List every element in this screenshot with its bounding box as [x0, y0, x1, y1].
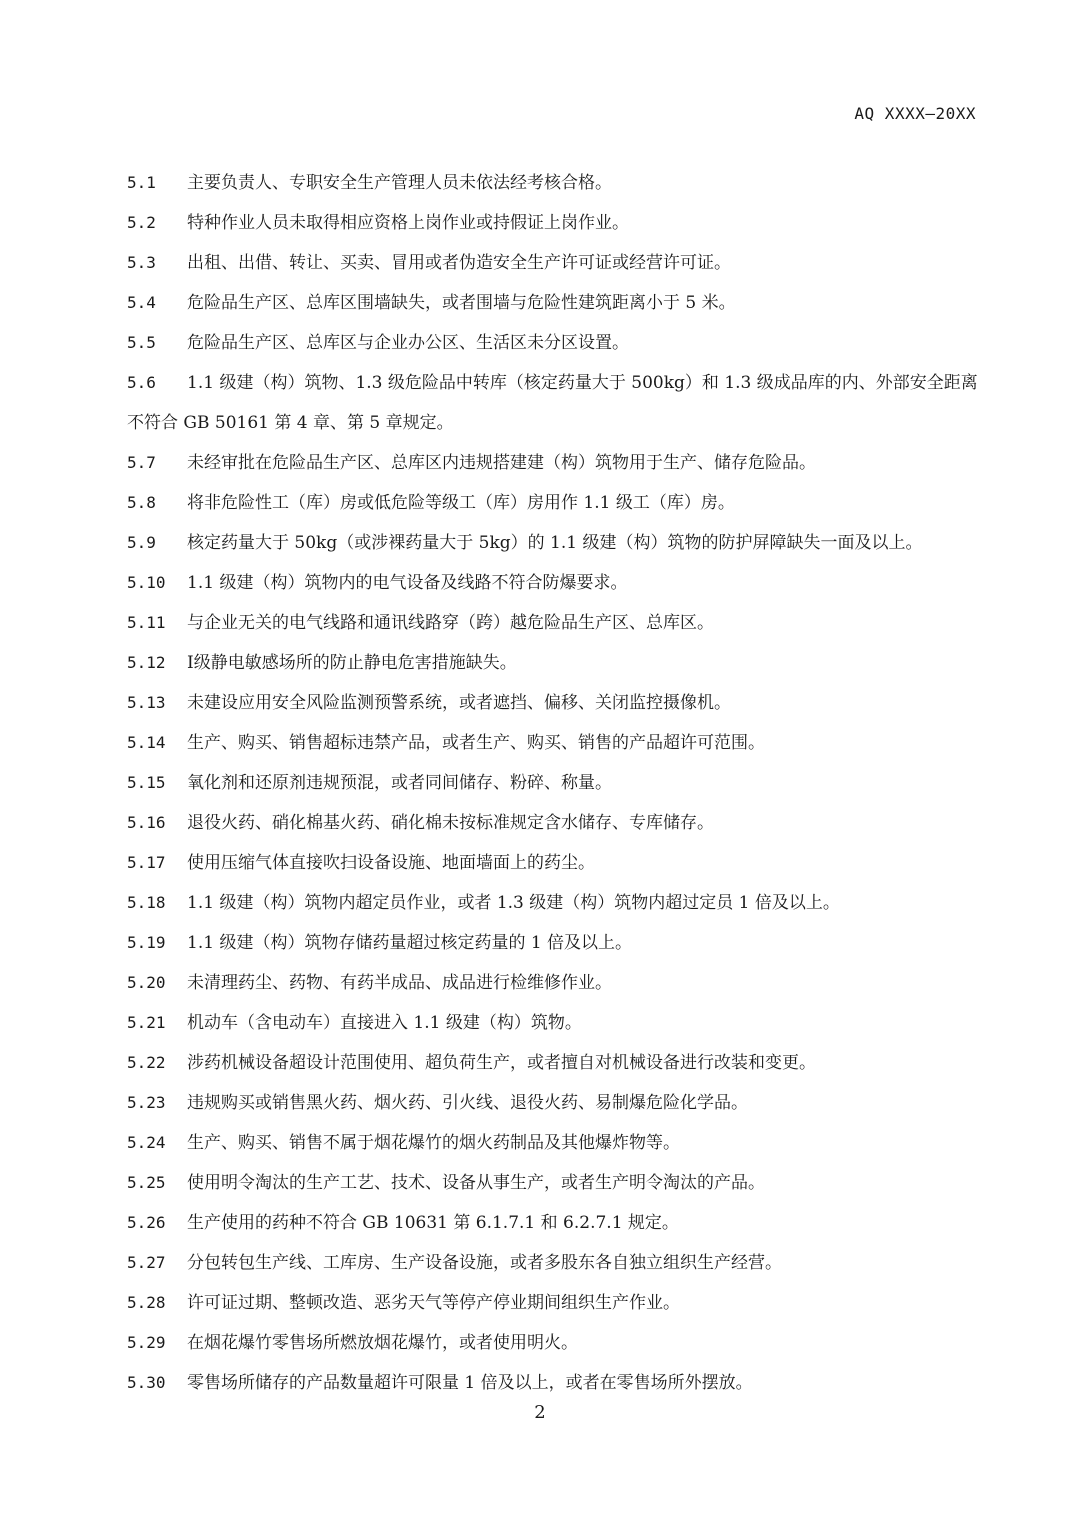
clause-item	[127, 643, 982, 683]
clause-text: 核定药量大于 50kg（或涉裸药量大于 5kg）的 1.1 级建（构）筑物的防护屏障缺失一面及以上。	[187, 533, 923, 553]
clause-item	[127, 523, 982, 563]
clause-text: 1.1 级建（构）筑物内的电气设备及线路不符合防爆要求。	[187, 573, 628, 593]
clause-text: 退役火药、硝化棉基火药、硝化棉未按标准规定含水储存、专库储存。	[187, 813, 714, 833]
clause-text: 氧化剂和还原剂违规预混，或者同间储存、粉碎、称量。	[187, 773, 612, 793]
clause-number: 5.5	[127, 333, 156, 352]
clause-item	[127, 723, 982, 763]
clause-item	[127, 203, 982, 243]
clause-number: 5.27	[127, 1253, 166, 1272]
clause-number: 5.1	[127, 173, 156, 192]
clause-number: 5.25	[127, 1173, 166, 1192]
clause-item	[127, 1163, 982, 1203]
clause-item	[127, 243, 982, 283]
clause-number: 5.21	[127, 1013, 166, 1032]
clause-text: 使用明令淘汰的生产工艺、技术、设备从事生产，或者生产明令淘汰的产品。	[187, 1173, 765, 1193]
clause-item	[127, 1323, 982, 1363]
clause-item	[127, 963, 982, 1003]
clause-text: 违规购买或销售黑火药、烟火药、引火线、退役火药、易制爆危险化学品。	[187, 1093, 748, 1113]
clause-number: 5.23	[127, 1093, 166, 1112]
clause-text: 使用压缩气体直接吹扫设备设施、地面墙面上的药尘。	[187, 853, 595, 873]
clause-number: 5.24	[127, 1133, 166, 1152]
clause-text: 机动车（含电动车）直接进入 1.1 级建（构）筑物。	[187, 1013, 582, 1033]
clause-number: 5.10	[127, 573, 166, 592]
clause-item	[127, 163, 982, 203]
clause-number: 5.8	[127, 493, 156, 512]
clause-item	[127, 483, 982, 523]
clause-item	[127, 283, 982, 323]
clause-text: 1.1 级建（构）筑物内超定员作业，或者 1.3 级建（构）筑物内超过定员 1 倍及以上。	[187, 893, 840, 913]
standard-code: AQ XXXX—20XX	[854, 104, 976, 123]
clause-text: 许可证过期、整顿改造、恶劣天气等停产停业期间组织生产作业。	[187, 1293, 680, 1313]
clause-number: 5.20	[127, 973, 166, 992]
clause-number: 5.6	[127, 373, 156, 392]
clause-number: 5.30	[127, 1373, 166, 1392]
clause-item	[127, 1363, 982, 1403]
clause-number: 5.22	[127, 1053, 166, 1072]
clause-text: 生产、购买、销售超标违禁产品，或者生产、购买、销售的产品超许可范围。	[187, 733, 765, 753]
clause-item	[127, 363, 982, 443]
clause-text: 与企业无关的电气线路和通讯线路穿（跨）越危险品生产区、总库区。	[187, 613, 714, 633]
clause-number: 5.15	[127, 773, 166, 792]
clause-number: 5.12	[127, 653, 166, 672]
clause-item	[127, 1003, 982, 1043]
clause-list	[127, 163, 982, 1403]
clause-item	[127, 443, 982, 483]
clause-number: 5.9	[127, 533, 156, 552]
clause-text: 主要负责人、专职安全生产管理人员未依法经考核合格。	[187, 173, 612, 193]
clause-item	[127, 763, 982, 803]
clause-item	[127, 1243, 982, 1283]
clause-number: 5.28	[127, 1293, 166, 1312]
clause-item	[127, 1123, 982, 1163]
clause-item	[127, 323, 982, 363]
clause-item	[127, 843, 982, 883]
clause-text: 涉药机械设备超设计范围使用、超负荷生产，或者擅自对机械设备进行改装和变更。	[187, 1053, 816, 1073]
clause-number: 5.7	[127, 453, 156, 472]
clause-item	[127, 563, 982, 603]
clause-number: 5.17	[127, 853, 166, 872]
clause-number: 5.16	[127, 813, 166, 832]
clause-text: 未经审批在危险品生产区、总库区内违规搭建建（构）筑物用于生产、储存危险品。	[187, 453, 816, 473]
clause-text: 出租、出借、转让、买卖、冒用或者伪造安全生产许可证或经营许可证。	[187, 253, 731, 273]
clause-text: 分包转包生产线、工库房、生产设备设施，或者多股东各自独立组织生产经营。	[187, 1253, 782, 1273]
clause-number: 5.13	[127, 693, 166, 712]
clause-number: 5.3	[127, 253, 156, 272]
clause-text: 生产使用的药种不符合 GB 10631 第 6.1.7.1 和 6.2.7.1 规定。	[187, 1213, 679, 1233]
clause-number: 5.18	[127, 893, 166, 912]
clause-text: 未清理药尘、药物、有药半成品、成品进行检维修作业。	[187, 973, 612, 993]
clause-text: 1.1 级建（构）筑物存储药量超过核定药量的 1 倍及以上。	[187, 933, 633, 953]
clause-text: 特种作业人员未取得相应资格上岗作业或持假证上岗作业。	[187, 213, 629, 233]
clause-text: 1.1 级建（构）筑物、1.3 级危险品中转库（核定药量大于 500kg）和 1.3 级成品库的内、外部安全距离不符合 GB 50161 第 4 章、第 5 章规定。	[127, 373, 978, 433]
clause-text: 危险品生产区、总库区围墙缺失，或者围墙与危险性建筑距离小于 5 米。	[187, 293, 736, 313]
clause-item	[127, 1283, 982, 1323]
clause-text: 生产、购买、销售不属于烟花爆竹的烟火药制品及其他爆炸物等。	[187, 1133, 680, 1153]
clause-number: 5.2	[127, 213, 156, 232]
clause-number: 5.19	[127, 933, 166, 952]
clause-number: 5.26	[127, 1213, 166, 1232]
clause-text: Ⅰ级静电敏感场所的防止静电危害措施缺失。	[187, 653, 517, 673]
clause-item	[127, 1083, 982, 1123]
page-number: 2	[534, 1402, 546, 1423]
clause-item	[127, 1043, 982, 1083]
clause-item	[127, 603, 982, 643]
clause-text: 将非危险性工（库）房或低危险等级工（库）房用作 1.1 级工（库）房。	[187, 493, 735, 513]
clause-text: 危险品生产区、总库区与企业办公区、生活区未分区设置。	[187, 333, 629, 353]
clause-item	[127, 883, 982, 923]
clause-item	[127, 803, 982, 843]
clause-number: 5.29	[127, 1333, 166, 1352]
clause-text: 零售场所储存的产品数量超许可限量 1 倍及以上，或者在零售场所外摆放。	[187, 1373, 753, 1393]
clause-text: 在烟花爆竹零售场所燃放烟花爆竹，或者使用明火。	[187, 1333, 578, 1353]
clause-item	[127, 683, 982, 723]
clause-item	[127, 1203, 982, 1243]
clause-number: 5.4	[127, 293, 156, 312]
clause-number: 5.11	[127, 613, 166, 632]
clause-number: 5.14	[127, 733, 166, 752]
clause-text: 未建设应用安全风险监测预警系统，或者遮挡、偏移、关闭监控摄像机。	[187, 693, 731, 713]
clause-item	[127, 923, 982, 963]
